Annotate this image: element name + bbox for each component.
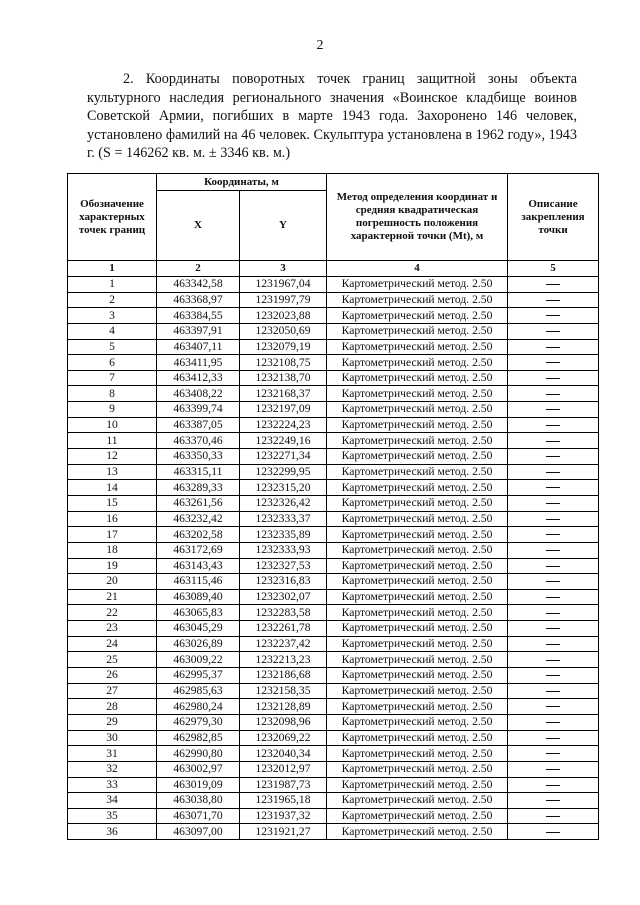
y-coordinate-cell: 1232128,89: [240, 699, 327, 715]
y-coordinate-cell: 1232299,95: [240, 464, 327, 480]
x-coordinate-cell: 463172,69: [157, 542, 240, 558]
point-number-cell: 15: [68, 495, 157, 511]
y-coordinate-cell: 1232158,35: [240, 683, 327, 699]
y-coordinate-cell: 1232249,16: [240, 433, 327, 449]
x-coordinate-cell: 463038,80: [157, 793, 240, 809]
method-cell: Картометрический метод. 2.50: [327, 793, 508, 809]
x-coordinate-cell: 463261,56: [157, 495, 240, 511]
method-cell: Картометрический метод. 2.50: [327, 808, 508, 824]
point-number-cell: 13: [68, 464, 157, 480]
table-row: [68, 699, 599, 715]
x-coordinate-cell: 463384,55: [157, 308, 240, 324]
point-number-cell: 24: [68, 636, 157, 652]
y-coordinate-cell: 1232302,07: [240, 589, 327, 605]
dash-mark: [546, 566, 560, 567]
method-cell: Картометрический метод. 2.50: [327, 339, 508, 355]
point-number-cell: 35: [68, 808, 157, 824]
dash-mark: [546, 362, 560, 363]
y-coordinate-cell: 1232098,96: [240, 714, 327, 730]
dash-mark: [546, 816, 560, 817]
y-coordinate-cell: 1232327,53: [240, 558, 327, 574]
dash-mark: [546, 613, 560, 614]
description-cell: [508, 683, 599, 699]
point-number-cell: 4: [68, 323, 157, 339]
method-cell: Картометрический метод. 2.50: [327, 574, 508, 590]
x-coordinate-cell: 463097,00: [157, 824, 240, 840]
y-coordinate-cell: 1232271,34: [240, 449, 327, 465]
y-coordinate-cell: 1232197,09: [240, 402, 327, 418]
point-number-cell: 9: [68, 402, 157, 418]
table-row: [68, 589, 599, 605]
table-row: [68, 636, 599, 652]
description-cell: [508, 605, 599, 621]
dash-mark: [546, 769, 560, 770]
point-number-cell: 19: [68, 558, 157, 574]
x-coordinate-cell: 463368,97: [157, 292, 240, 308]
y-coordinate-cell: 1231965,18: [240, 793, 327, 809]
method-cell: Картометрический метод. 2.50: [327, 558, 508, 574]
point-number-cell: 25: [68, 652, 157, 668]
dash-mark: [546, 487, 560, 488]
x-coordinate-cell: 462990,80: [157, 746, 240, 762]
x-coordinate-cell: 463289,33: [157, 480, 240, 496]
y-coordinate-cell: 1232050,69: [240, 323, 327, 339]
method-cell: Картометрический метод. 2.50: [327, 511, 508, 527]
x-coordinate-cell: 463019,09: [157, 777, 240, 793]
dash-mark: [546, 472, 560, 473]
description-cell: [508, 589, 599, 605]
point-number-cell: 31: [68, 746, 157, 762]
x-coordinate-cell: 463002,97: [157, 761, 240, 777]
table-row: [68, 480, 599, 496]
point-number-cell: 28: [68, 699, 157, 715]
header-y: Y: [240, 191, 327, 261]
y-coordinate-cell: 1232023,88: [240, 308, 327, 324]
point-number-cell: 23: [68, 621, 157, 637]
table-row: [68, 308, 599, 324]
dash-mark: [546, 378, 560, 379]
dash-mark: [546, 394, 560, 395]
x-coordinate-cell: 463397,91: [157, 323, 240, 339]
method-cell: Картометрический метод. 2.50: [327, 292, 508, 308]
description-cell: [508, 668, 599, 684]
y-coordinate-cell: 1232079,19: [240, 339, 327, 355]
header-x: X: [157, 191, 240, 261]
x-coordinate-cell: 462985,63: [157, 683, 240, 699]
method-cell: Картометрический метод. 2.50: [327, 464, 508, 480]
dash-mark: [546, 660, 560, 661]
table-row: [68, 668, 599, 684]
method-cell: Картометрический метод. 2.50: [327, 449, 508, 465]
column-number: 5: [508, 261, 599, 277]
y-coordinate-cell: 1232335,89: [240, 527, 327, 543]
method-cell: Картометрический метод. 2.50: [327, 683, 508, 699]
table-row: [68, 542, 599, 558]
y-coordinate-cell: 1232040,34: [240, 746, 327, 762]
x-coordinate-cell: 463089,40: [157, 589, 240, 605]
point-number-cell: 27: [68, 683, 157, 699]
point-number-cell: 20: [68, 574, 157, 590]
y-coordinate-cell: 1232213,23: [240, 652, 327, 668]
description-cell: [508, 355, 599, 371]
header-coordinates: Координаты, м: [157, 174, 327, 191]
table-row: [68, 355, 599, 371]
point-number-cell: 6: [68, 355, 157, 371]
x-coordinate-cell: 463045,29: [157, 621, 240, 637]
x-coordinate-cell: 463399,74: [157, 402, 240, 418]
section-paragraph: 2. Координаты поворотных точек границ защитной зоны объекта культурного наследия регионального значения «Воинское кладбище воинов Советской Армии, погибших в марте 1943 года. Захоронено 146 человек, установлено фамилий на 46 человек. Скульптура установлена в 1962 году», 1943 г. (S = 146262 кв. м. ± 3346 кв. м.): [87, 71, 577, 162]
point-number-cell: 33: [68, 777, 157, 793]
dash-mark: [546, 597, 560, 598]
description-cell: [508, 527, 599, 543]
method-cell: Картометрический метод. 2.50: [327, 714, 508, 730]
x-coordinate-cell: 463143,43: [157, 558, 240, 574]
x-coordinate-cell: 462980,24: [157, 699, 240, 715]
description-cell: [508, 574, 599, 590]
dash-mark: [546, 550, 560, 551]
table-row: [68, 464, 599, 480]
dash-mark: [546, 644, 560, 645]
y-coordinate-cell: 1232283,58: [240, 605, 327, 621]
x-coordinate-cell: 463009,22: [157, 652, 240, 668]
x-coordinate-cell: 462995,37: [157, 668, 240, 684]
y-coordinate-cell: 1232261,78: [240, 621, 327, 637]
dash-mark: [546, 347, 560, 348]
y-coordinate-cell: 1232168,37: [240, 386, 327, 402]
point-number-cell: 34: [68, 793, 157, 809]
method-cell: Картометрический метод. 2.50: [327, 761, 508, 777]
method-cell: Картометрический метод. 2.50: [327, 636, 508, 652]
y-coordinate-cell: 1232069,22: [240, 730, 327, 746]
x-coordinate-cell: 463387,05: [157, 417, 240, 433]
point-number-cell: 21: [68, 589, 157, 605]
description-cell: [508, 746, 599, 762]
y-coordinate-cell: 1231937,32: [240, 808, 327, 824]
point-number-cell: 30: [68, 730, 157, 746]
description-cell: [508, 824, 599, 840]
x-coordinate-cell: 463370,46: [157, 433, 240, 449]
dash-mark: [546, 675, 560, 676]
point-number-cell: 11: [68, 433, 157, 449]
description-cell: [508, 793, 599, 809]
table-row: [68, 574, 599, 590]
table-row: [68, 808, 599, 824]
method-cell: Картометрический метод. 2.50: [327, 370, 508, 386]
dash-mark: [546, 738, 560, 739]
description-cell: [508, 277, 599, 293]
method-cell: Картометрический метод. 2.50: [327, 777, 508, 793]
table-row: [68, 652, 599, 668]
header-description: Описание закрепления точки: [508, 174, 599, 261]
x-coordinate-cell: 463407,11: [157, 339, 240, 355]
dash-mark: [546, 456, 560, 457]
description-cell: [508, 636, 599, 652]
table-row: [68, 714, 599, 730]
x-coordinate-cell: 463071,70: [157, 808, 240, 824]
coordinates-table-body: [68, 277, 599, 840]
method-cell: Картометрический метод. 2.50: [327, 730, 508, 746]
x-coordinate-cell: 463412,33: [157, 370, 240, 386]
table-row: [68, 761, 599, 777]
x-coordinate-cell: 463115,46: [157, 574, 240, 590]
method-cell: Картометрический метод. 2.50: [327, 746, 508, 762]
point-number-cell: 18: [68, 542, 157, 558]
method-cell: Картометрический метод. 2.50: [327, 527, 508, 543]
y-coordinate-cell: 1232012,97: [240, 761, 327, 777]
table-row: [68, 621, 599, 637]
method-cell: Картометрический метод. 2.50: [327, 402, 508, 418]
x-coordinate-cell: 463408,22: [157, 386, 240, 402]
point-number-cell: 10: [68, 417, 157, 433]
method-cell: Картометрический метод. 2.50: [327, 323, 508, 339]
description-cell: [508, 339, 599, 355]
y-coordinate-cell: 1232138,70: [240, 370, 327, 386]
method-cell: Картометрический метод. 2.50: [327, 308, 508, 324]
method-cell: Картометрический метод. 2.50: [327, 652, 508, 668]
table-row: [68, 683, 599, 699]
dash-mark: [546, 331, 560, 332]
point-number-cell: 17: [68, 527, 157, 543]
dash-mark: [546, 425, 560, 426]
table-row: [68, 433, 599, 449]
dash-mark: [546, 519, 560, 520]
x-coordinate-cell: 463350,33: [157, 449, 240, 465]
method-cell: Картометрический метод. 2.50: [327, 589, 508, 605]
header-point-designation: Обозначение характерных точек границ: [68, 174, 157, 261]
column-number: 1: [68, 261, 157, 277]
table-row: [68, 746, 599, 762]
table-row: [68, 402, 599, 418]
dash-mark: [546, 706, 560, 707]
y-coordinate-cell: 1231987,73: [240, 777, 327, 793]
header-method: Метод определения координат и средняя квадратическая погрешность положения характерной точки (Мt), м: [327, 174, 508, 261]
x-coordinate-cell: 463232,42: [157, 511, 240, 527]
dash-mark: [546, 284, 560, 285]
description-cell: [508, 714, 599, 730]
x-coordinate-cell: 463315,11: [157, 464, 240, 480]
column-number: 2: [157, 261, 240, 277]
method-cell: Картометрический метод. 2.50: [327, 824, 508, 840]
dash-mark: [546, 691, 560, 692]
description-cell: [508, 699, 599, 715]
description-cell: [508, 621, 599, 637]
method-cell: Картометрический метод. 2.50: [327, 433, 508, 449]
method-cell: Картометрический метод. 2.50: [327, 605, 508, 621]
coordinates-table: [67, 173, 599, 840]
dash-mark: [546, 534, 560, 535]
table-row: [68, 417, 599, 433]
point-number-cell: 36: [68, 824, 157, 840]
table-row: [68, 730, 599, 746]
table-row: [68, 777, 599, 793]
y-coordinate-cell: 1232315,20: [240, 480, 327, 496]
page-number: 2: [316, 38, 324, 53]
description-cell: [508, 449, 599, 465]
table-row: [68, 339, 599, 355]
method-cell: Картометрический метод. 2.50: [327, 495, 508, 511]
y-coordinate-cell: 1232333,37: [240, 511, 327, 527]
dash-mark: [546, 441, 560, 442]
method-cell: Картометрический метод. 2.50: [327, 699, 508, 715]
table-row: [68, 386, 599, 402]
dash-mark: [546, 503, 560, 504]
dash-mark: [546, 722, 560, 723]
y-coordinate-cell: 1232237,42: [240, 636, 327, 652]
dash-mark: [546, 832, 560, 833]
method-cell: Картометрический метод. 2.50: [327, 621, 508, 637]
dash-mark: [546, 300, 560, 301]
table-row: [68, 370, 599, 386]
description-cell: [508, 480, 599, 496]
point-number-cell: 32: [68, 761, 157, 777]
method-cell: Картометрический метод. 2.50: [327, 480, 508, 496]
y-coordinate-cell: 1231997,79: [240, 292, 327, 308]
table-row: [68, 511, 599, 527]
description-cell: [508, 730, 599, 746]
y-coordinate-cell: 1231967,04: [240, 277, 327, 293]
dash-mark: [546, 800, 560, 801]
dash-mark: [546, 409, 560, 410]
y-coordinate-cell: 1232186,68: [240, 668, 327, 684]
x-coordinate-cell: 462979,30: [157, 714, 240, 730]
x-coordinate-cell: 463342,58: [157, 277, 240, 293]
description-cell: [508, 323, 599, 339]
point-number-cell: 14: [68, 480, 157, 496]
table-row: [68, 824, 599, 840]
table-row: [68, 495, 599, 511]
method-cell: Картометрический метод. 2.50: [327, 668, 508, 684]
y-coordinate-cell: 1232326,42: [240, 495, 327, 511]
dash-mark: [546, 753, 560, 754]
y-coordinate-cell: 1232224,23: [240, 417, 327, 433]
point-number-cell: 12: [68, 449, 157, 465]
method-cell: Картометрический метод. 2.50: [327, 386, 508, 402]
dash-mark: [546, 581, 560, 582]
table-row: [68, 277, 599, 293]
point-number-cell: 16: [68, 511, 157, 527]
point-number-cell: 22: [68, 605, 157, 621]
description-cell: [508, 402, 599, 418]
description-cell: [508, 511, 599, 527]
column-number: 3: [240, 261, 327, 277]
method-cell: Картометрический метод. 2.50: [327, 355, 508, 371]
x-coordinate-cell: 463026,89: [157, 636, 240, 652]
x-coordinate-cell: 462982,85: [157, 730, 240, 746]
table-row: [68, 292, 599, 308]
description-cell: [508, 558, 599, 574]
table-row: [68, 323, 599, 339]
method-cell: Картометрический метод. 2.50: [327, 417, 508, 433]
description-cell: [508, 292, 599, 308]
point-number-cell: 2: [68, 292, 157, 308]
table-row: [68, 558, 599, 574]
dash-mark: [546, 628, 560, 629]
y-coordinate-cell: 1232316,83: [240, 574, 327, 590]
y-coordinate-cell: 1231921,27: [240, 824, 327, 840]
point-number-cell: 29: [68, 714, 157, 730]
point-number-cell: 3: [68, 308, 157, 324]
description-cell: [508, 495, 599, 511]
method-cell: Картометрический метод. 2.50: [327, 277, 508, 293]
description-cell: [508, 417, 599, 433]
description-cell: [508, 464, 599, 480]
dash-mark: [546, 785, 560, 786]
column-number-row: [68, 261, 599, 277]
description-cell: [508, 386, 599, 402]
table-row: [68, 527, 599, 543]
dash-mark: [546, 315, 560, 316]
point-number-cell: 26: [68, 668, 157, 684]
y-coordinate-cell: 1232333,93: [240, 542, 327, 558]
description-cell: [508, 761, 599, 777]
description-cell: [508, 542, 599, 558]
column-number: 4: [327, 261, 508, 277]
table-row: [68, 605, 599, 621]
method-cell: Картометрический метод. 2.50: [327, 542, 508, 558]
point-number-cell: 5: [68, 339, 157, 355]
description-cell: [508, 777, 599, 793]
description-cell: [508, 370, 599, 386]
x-coordinate-cell: 463411,95: [157, 355, 240, 371]
description-cell: [508, 652, 599, 668]
point-number-cell: 7: [68, 370, 157, 386]
point-number-cell: 1: [68, 277, 157, 293]
x-coordinate-cell: 463065,83: [157, 605, 240, 621]
description-cell: [508, 808, 599, 824]
table-row: [68, 793, 599, 809]
point-number-cell: 8: [68, 386, 157, 402]
table-row: [68, 449, 599, 465]
y-coordinate-cell: 1232108,75: [240, 355, 327, 371]
description-cell: [508, 433, 599, 449]
x-coordinate-cell: 463202,58: [157, 527, 240, 543]
description-cell: [508, 308, 599, 324]
